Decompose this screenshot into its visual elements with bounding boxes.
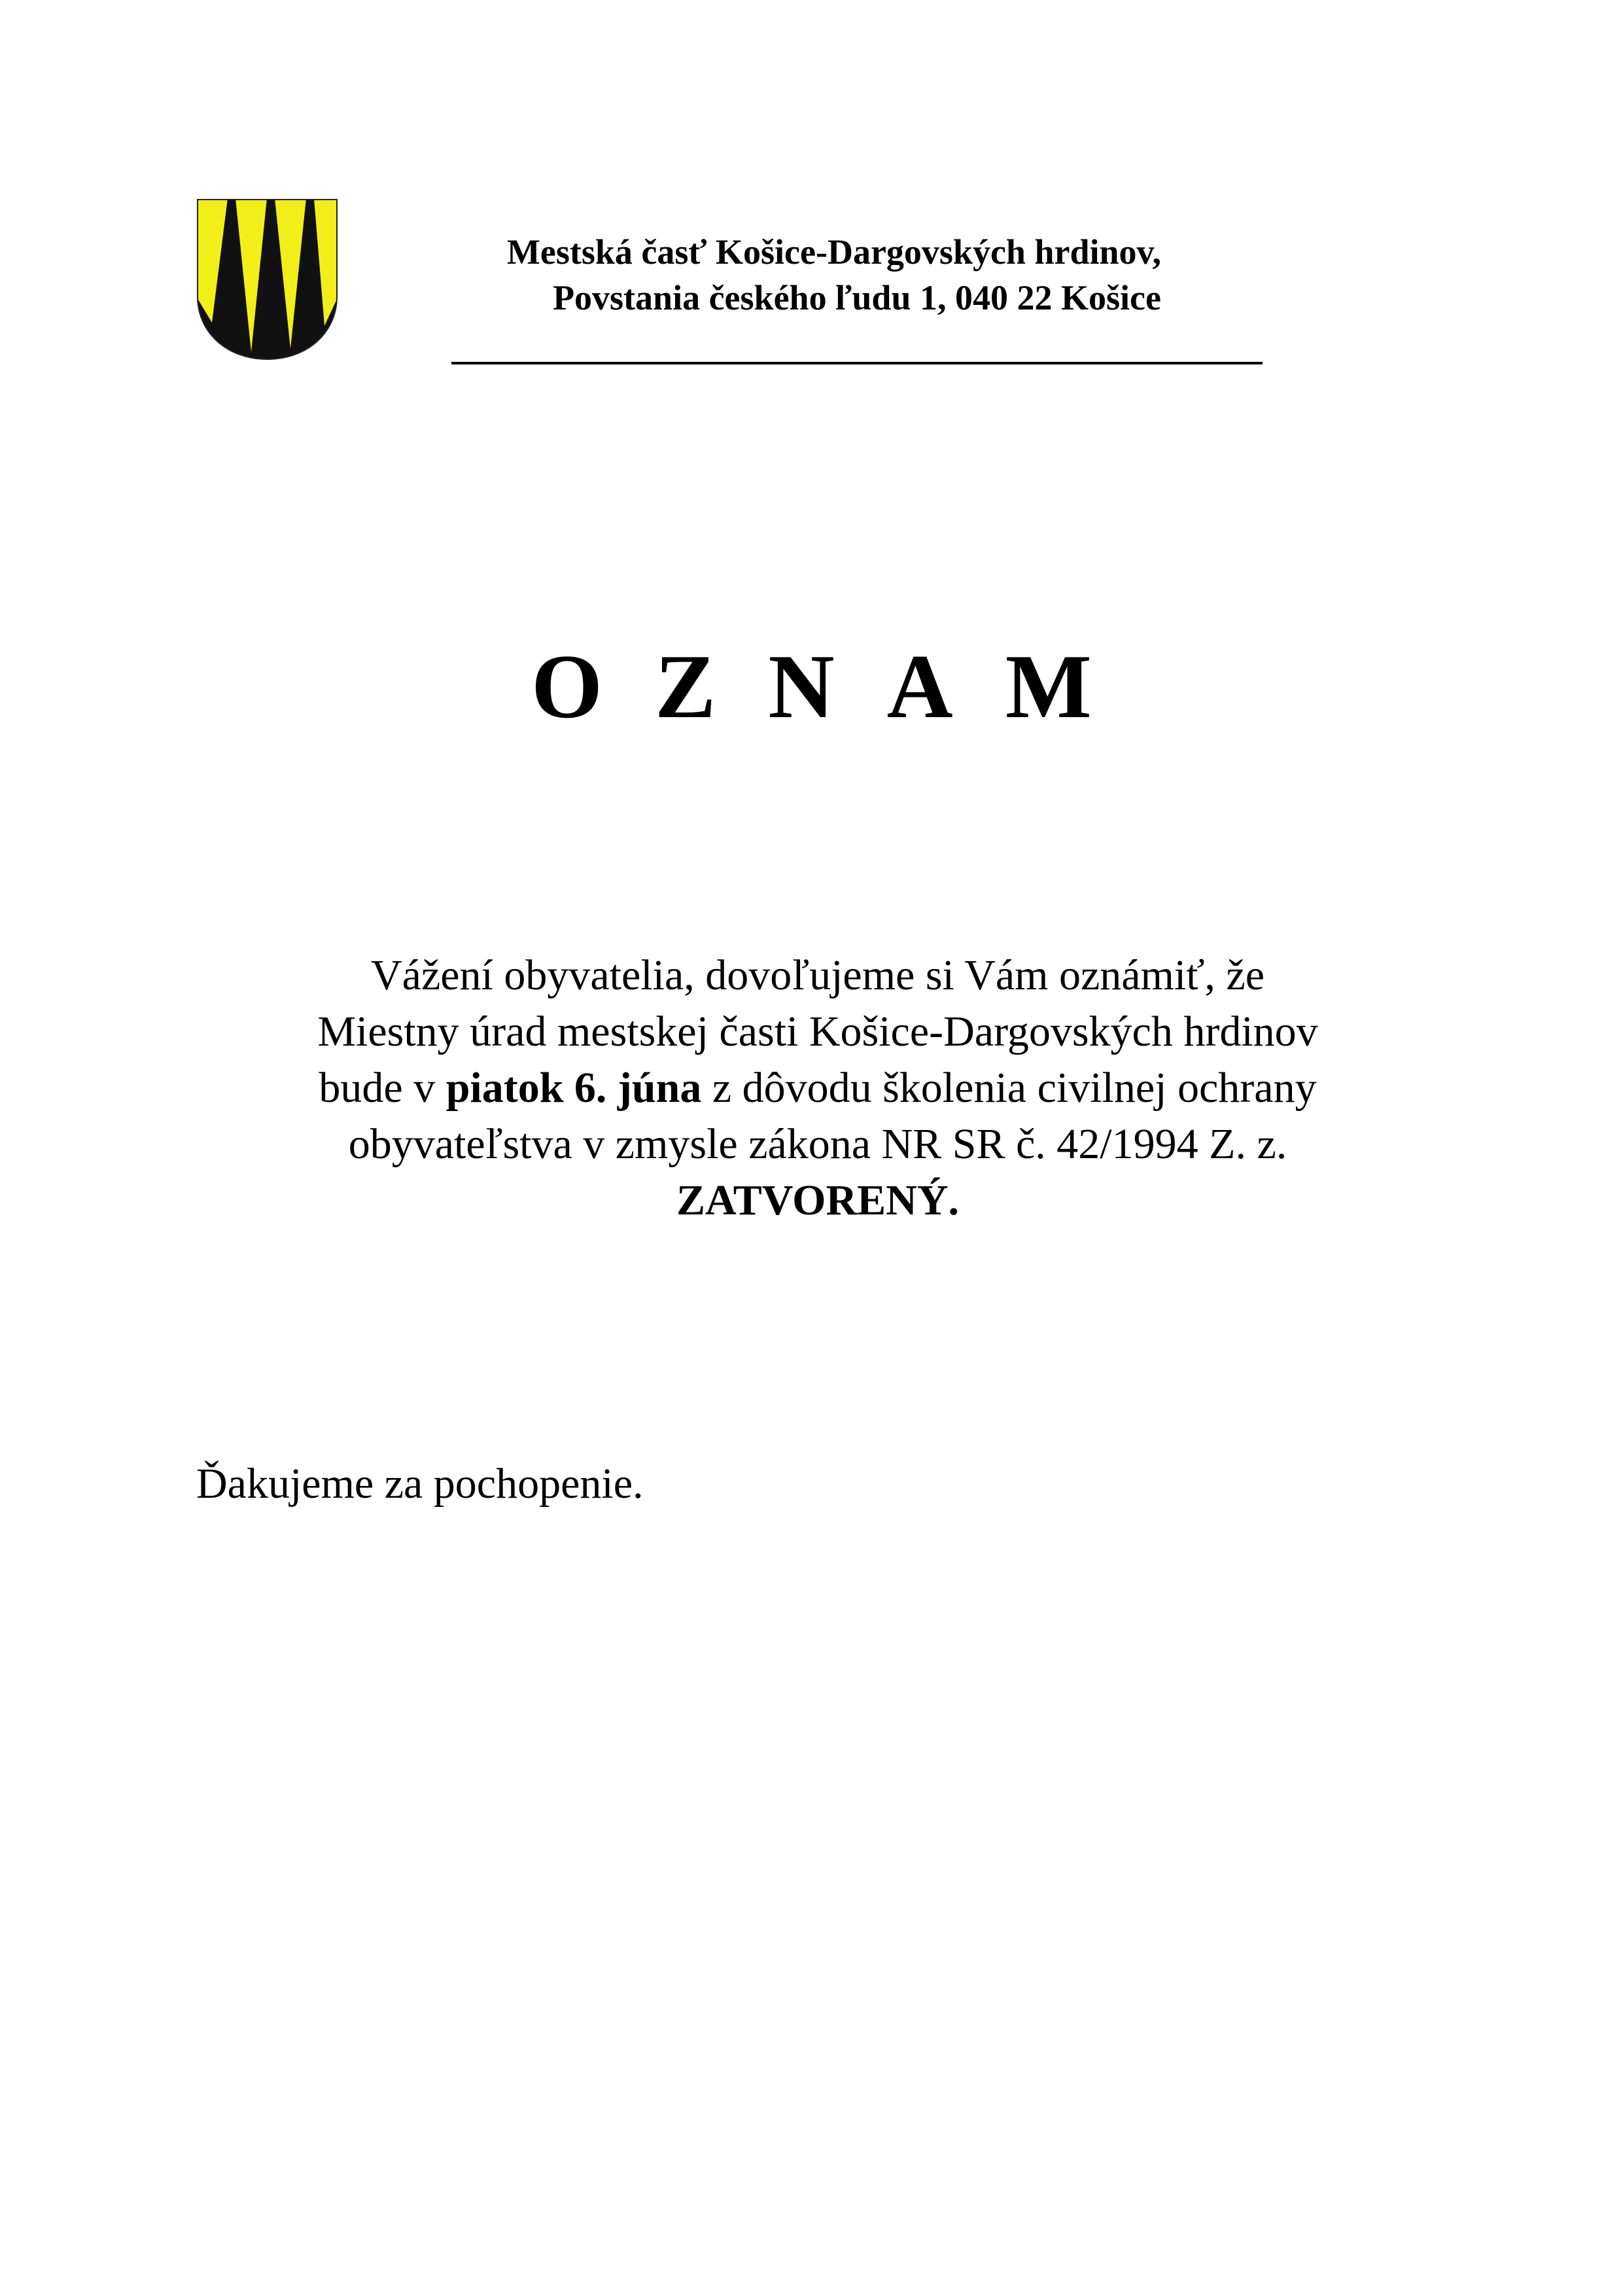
title-letter: M: [1005, 636, 1092, 737]
document-title: [0, 631, 1623, 743]
notice-line: [196, 1173, 1439, 1229]
notice-line: [196, 1060, 1439, 1116]
title-letter: N: [768, 636, 835, 737]
title-letter: O: [531, 636, 603, 737]
letterhead-municipality: Mestská časť Košice-Dargovských hrdinov,: [506, 232, 1162, 272]
letterhead: [451, 229, 1263, 321]
notice-text: bude v: [319, 1064, 446, 1112]
notice-body: [196, 947, 1439, 1229]
title-letter: Z: [655, 636, 716, 737]
closing-thanks: Ďakujeme za pochopenie.: [196, 1460, 644, 1508]
letterhead-divider: [451, 362, 1263, 364]
notice-line: Miestny úrad mestskej časti Košice-Dargovských hrdinov: [317, 1008, 1318, 1055]
coat-of-arms-logo: [196, 198, 338, 361]
notice-text: z dôvodu školenia civilnej ochrany: [701, 1064, 1317, 1112]
notice-date: piatok 6. júna: [445, 1064, 702, 1112]
notice-line: Vážení obyvatelia, dovoľujeme si Vám oznámiť, že: [370, 951, 1265, 999]
letterhead-address: Povstania českého ľudu 1, 040 22 Košice: [553, 278, 1161, 317]
title-letter: A: [886, 636, 953, 737]
notice-line: obyvateľstva v zmysle zákona NR SR č. 42/1994 Z. z.: [348, 1120, 1287, 1168]
notice-closed-status: ZATVORENÝ.: [676, 1176, 959, 1224]
